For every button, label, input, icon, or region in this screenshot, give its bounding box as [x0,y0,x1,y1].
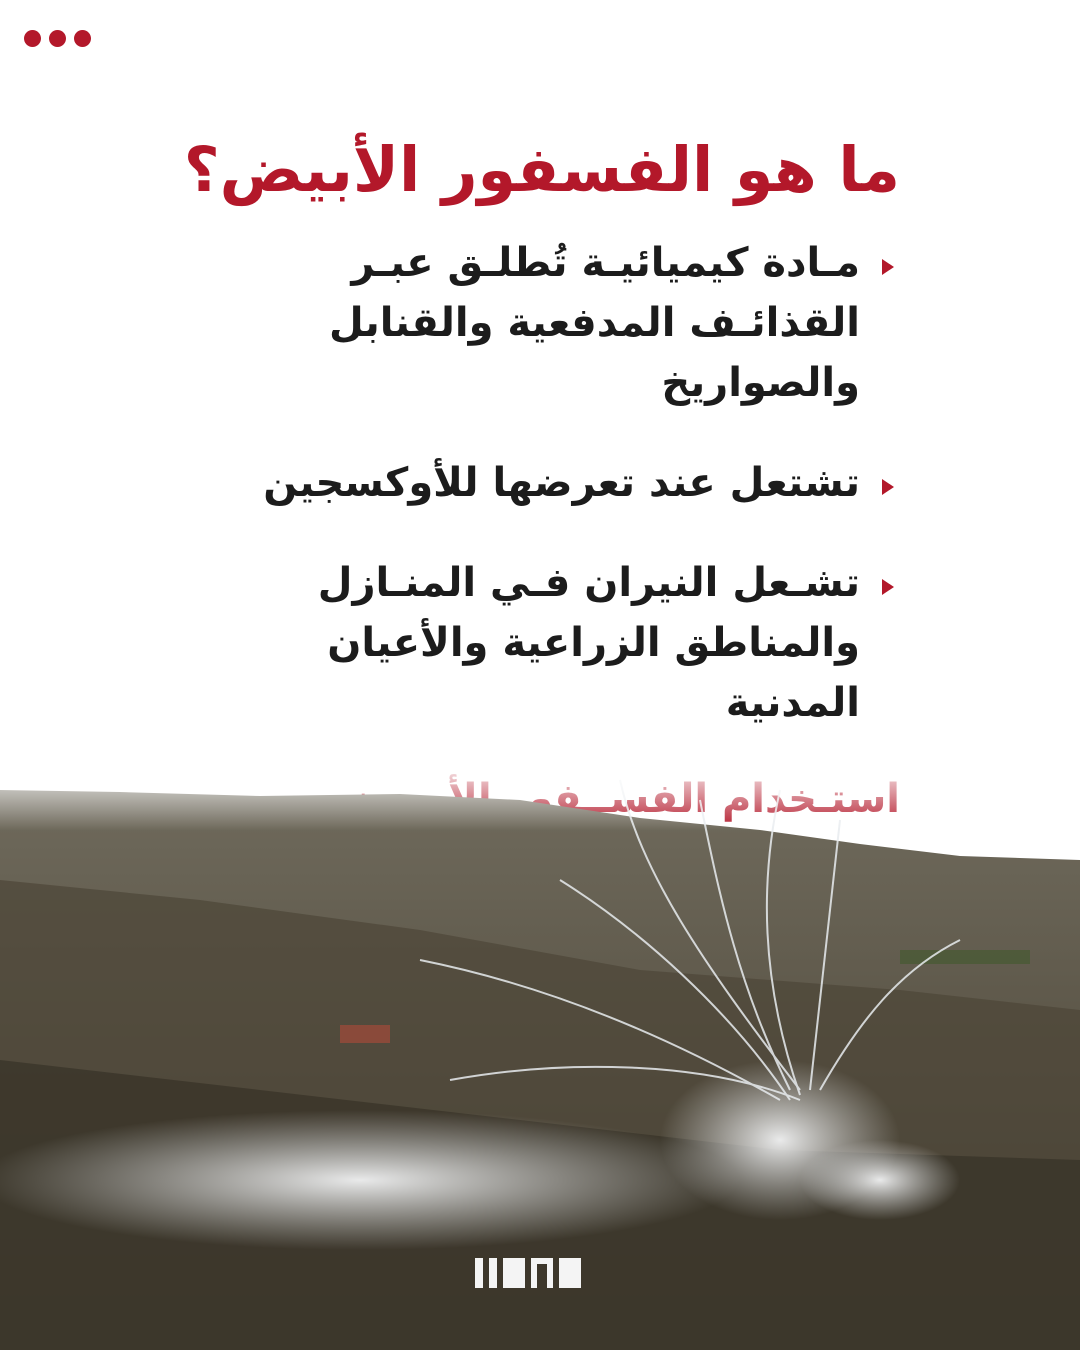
logo-part [489,1258,497,1288]
dot [49,30,66,47]
logo-part [559,1258,581,1288]
dot [74,30,91,47]
bullet-item [180,233,900,413]
page-title: ما هو الفسفور الأبيض؟ [183,133,900,206]
menu-dots-icon[interactable] [24,30,91,47]
bullet-item [180,453,900,513]
triangle-bullet-icon [882,259,894,275]
bullet-item [180,553,900,733]
logo-part [531,1258,553,1288]
triangle-bullet-icon [882,579,894,595]
bullet-text: تشتعل عند تعرضها للأوكسجين [263,459,860,506]
bullet-list [180,233,900,733]
bullet-text: مـادة كيميائيـة تُطلـق عبـر القذائـف المدفعية والقنابل والصواريخ [329,239,860,406]
logo-icon [475,1258,581,1288]
triangle-bullet-icon [882,479,894,495]
dot [24,30,41,47]
bullet-text: تشـعل النيران فـي المنـازل والمناطق الزراعية والأعيان المدنية [317,559,860,726]
logo-part [503,1258,525,1288]
logo-part [475,1258,483,1288]
